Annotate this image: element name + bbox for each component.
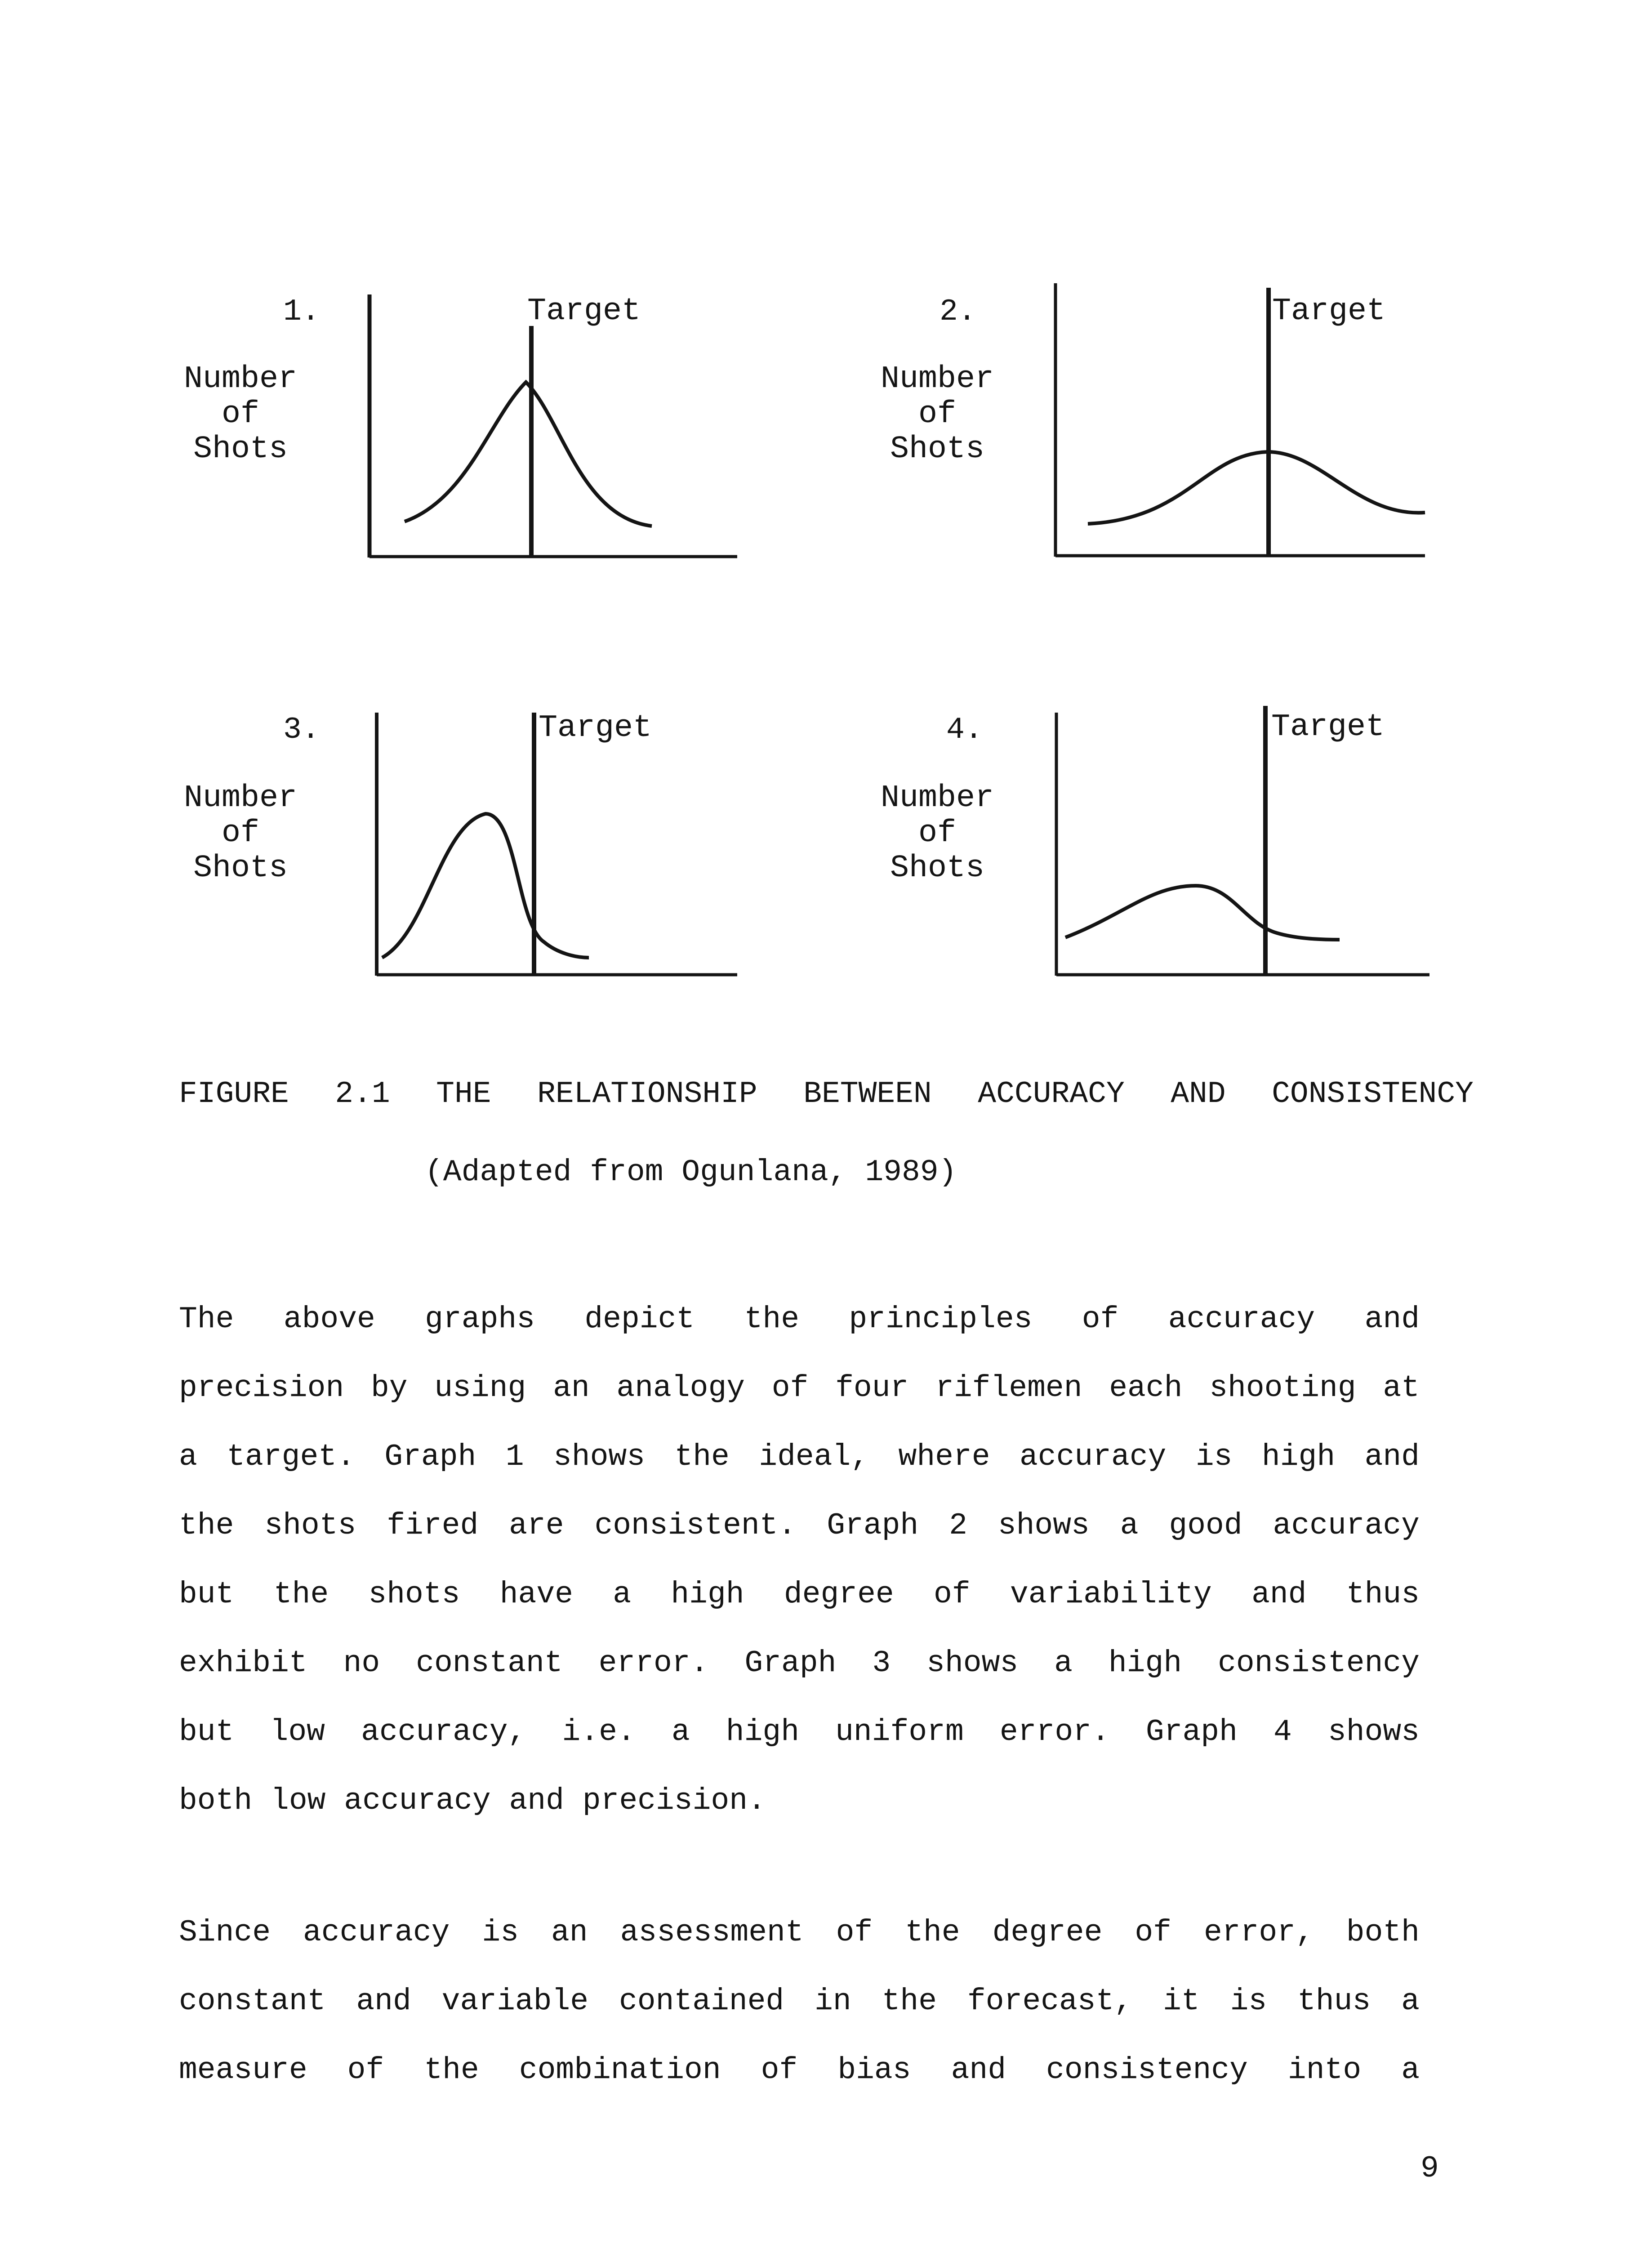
text-line: Since accuracy is an assessment of the degree of error, both (179, 1915, 1420, 1950)
y-axis-label: Number of Shots (880, 781, 994, 886)
graph-1-plot (175, 283, 742, 562)
graph-number: 3. (283, 713, 320, 747)
graph-4 (872, 704, 1385, 1054)
y-axis-label: Number of Shots (183, 781, 298, 886)
text-line: the shots fired are consistent. Graph 2 shows a good accuracy (179, 1508, 1420, 1543)
paragraph-2 (179, 1898, 1420, 2105)
caption-word: FIGURE (179, 1077, 289, 1111)
distribution-curve (405, 382, 652, 526)
target-label: Target (539, 710, 652, 746)
text-line: measure of the combination of bias and consistency into a (179, 2053, 1420, 2087)
figure-source: (Adapted from Ogunlana, 1989) (425, 1155, 957, 1190)
graph-2 (872, 283, 1386, 634)
graph-number: 1. (283, 294, 320, 329)
graph-1 (175, 283, 679, 634)
distribution-curve (1065, 886, 1340, 940)
caption-word: CONSISTENCY (1272, 1077, 1474, 1111)
text-line: a target. Graph 1 shows the ideal, where accuracy is high and (179, 1440, 1420, 1474)
text-line: but the shots have a high degree of variability and thus (179, 1577, 1420, 1612)
figure-caption (179, 1079, 1474, 1110)
text-line: but low accuracy, i.e. a high uniform error. Graph 4 shows (179, 1715, 1420, 1749)
graph-4-plot (872, 704, 1438, 982)
y-axis-label: Number of Shots (880, 361, 994, 467)
text-line: both low accuracy and precision. (179, 1784, 766, 1818)
page-number: 9 (1420, 2151, 1439, 2186)
distribution-curve (1088, 452, 1425, 524)
target-label: Target (1272, 294, 1386, 329)
caption-word: AND (1171, 1077, 1226, 1111)
text-line: exhibit no constant error. Graph 3 shows a high consistency (179, 1646, 1420, 1681)
text-line: constant and variable contained in the forecast, it is thus a (179, 1984, 1420, 2019)
graph-3-plot (175, 704, 742, 982)
graph-number: 2. (940, 294, 976, 329)
target-label: Target (527, 294, 641, 329)
caption-word: RELATIONSHIP (537, 1077, 757, 1111)
caption-word: ACCURACY (978, 1077, 1125, 1111)
target-label: Target (1271, 709, 1385, 745)
y-axis-label: Number of Shots (183, 361, 298, 467)
graph-number: 4. (946, 713, 983, 747)
graph-3 (175, 704, 679, 1054)
text-line: precision by using an analogy of four riflemen each shooting at (179, 1371, 1420, 1405)
caption-word: BETWEEN (803, 1077, 932, 1111)
caption-word: THE (436, 1077, 491, 1111)
text-line: The above graphs depict the principles of accuracy and (179, 1302, 1420, 1337)
graph-2-plot (872, 283, 1438, 562)
paragraph-1 (179, 1285, 1420, 1835)
distribution-curve (382, 814, 589, 958)
caption-word: 2.1 (335, 1077, 390, 1111)
